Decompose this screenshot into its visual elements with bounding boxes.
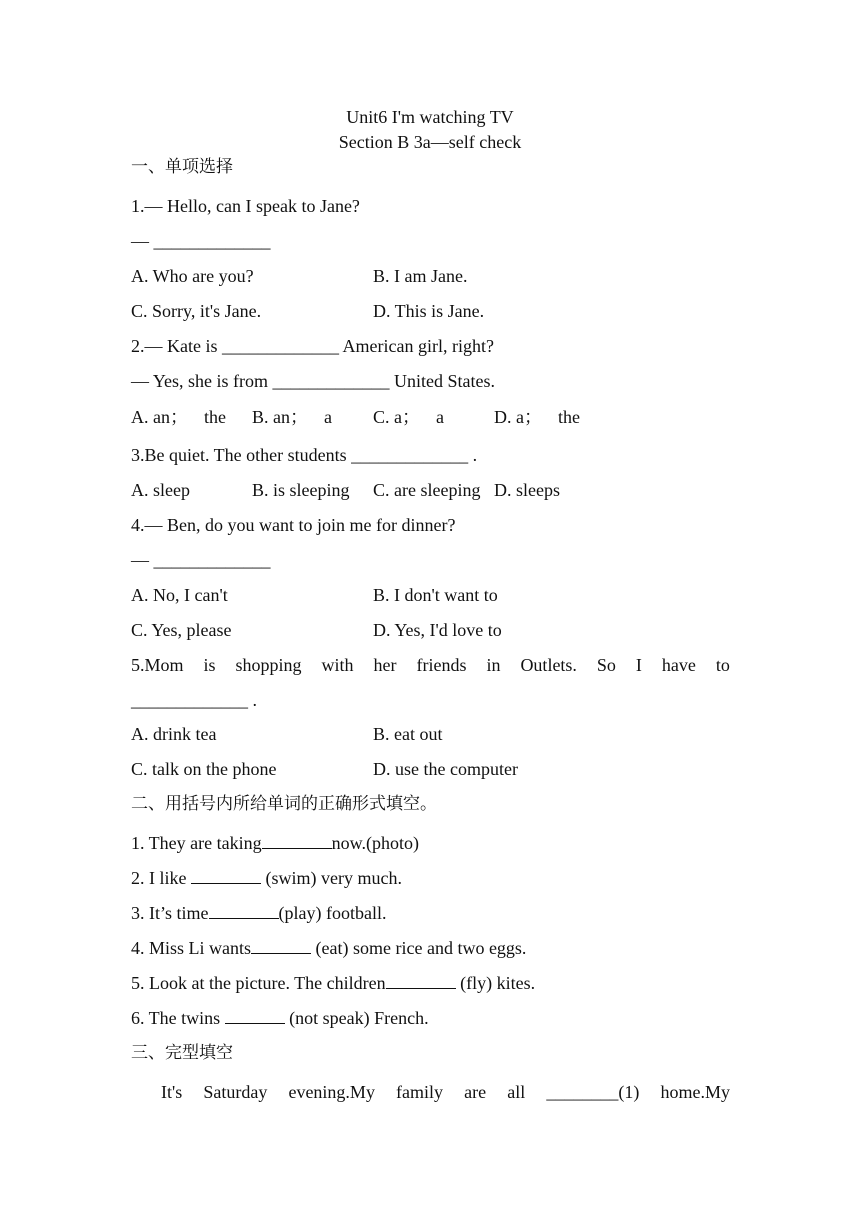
q1-option-c: C. Sorry, it's Jane. [131,301,262,321]
question-5-stem-end: _____________ . [131,690,257,710]
question-5-stem: 5.Mom is shopping with her friends in Outlets. So I have to [131,655,730,675]
answer-blank [251,937,311,954]
fill-item-4: 4. Miss Li wants (eat) some rice and two eggs. [131,938,527,958]
q4-option-c: C. Yes, please [131,620,232,640]
question-4-stem: 4.— Ben, do you want to join me for dinner? [131,515,456,535]
q3-option-c: C. are sleeping [373,480,481,500]
question-1-stem: 1.— Hello, can I speak to Jane? [131,196,360,216]
fill-item-5: 5. Look at the picture. The children (fly) kites. [131,973,536,993]
question-4-reply: — _____________ [131,550,271,570]
q5-option-d: D. use the computer [373,759,518,779]
q4-option-b: B. I don't want to [373,585,498,605]
q3-option-d: D. sleeps [494,480,560,500]
q4-option-d: D. Yes, I'd love to [373,620,502,640]
q3-option-b: B. is sleeping [252,480,350,500]
q5-option-c: C. talk on the phone [131,759,277,779]
q2-option-c: C. a； [373,407,420,427]
answer-blank [262,832,332,849]
q2-option-d-word: the [558,407,580,427]
answer-blank [209,902,279,919]
page-title: Unit6 I'm watching TV [346,107,514,127]
answer-blank [191,867,261,884]
q2-option-c-word: a [436,407,444,427]
question-2-stem: 2.— Kate is _____________ American girl, right? [131,336,494,356]
q2-option-b-word: a [324,407,332,427]
q4-option-a: A. No, I can't [131,585,228,605]
section-heading-3: 三、完型填空 [131,1043,233,1063]
fill-item-3: 3. It’s time (play) football. [131,903,387,923]
q5-option-a: A. drink tea [131,724,217,744]
answer-blank [386,972,456,989]
q2-option-a-word: the [204,407,226,427]
section-heading-1: 一、单项选择 [131,157,233,177]
cloze-passage-line-1: It's Saturday evening.My family are all ________(1) home.My [161,1082,730,1102]
q2-option-b: B. an； [252,407,308,427]
q1-option-d: D. This is Jane. [373,301,485,321]
fill-item-2: 2. I like (swim) very much. [131,868,402,888]
q2-option-d: D. a； [494,407,542,427]
answer-blank [225,1007,285,1024]
question-2-reply: — Yes, she is from _____________ United States. [131,371,495,391]
question-3-stem: 3.Be quiet. The other students _____________ . [131,445,478,465]
q1-option-a: A. Who are you? [131,266,254,286]
fill-item-1: 1. They are taking now.(photo) [131,833,419,853]
fill-item-6: 6. The twins (not speak) French. [131,1008,429,1028]
page-subtitle: Section B 3a—self check [338,132,522,152]
section-heading-2: 二、用括号内所给单词的正确形式填空。 [131,794,437,814]
q3-option-a: A. sleep [131,480,190,500]
question-1-reply: — _____________ [131,231,271,251]
q1-option-b: B. I am Jane. [373,266,468,286]
q5-option-b: B. eat out [373,724,443,744]
q2-option-a: A. an； [131,407,188,427]
